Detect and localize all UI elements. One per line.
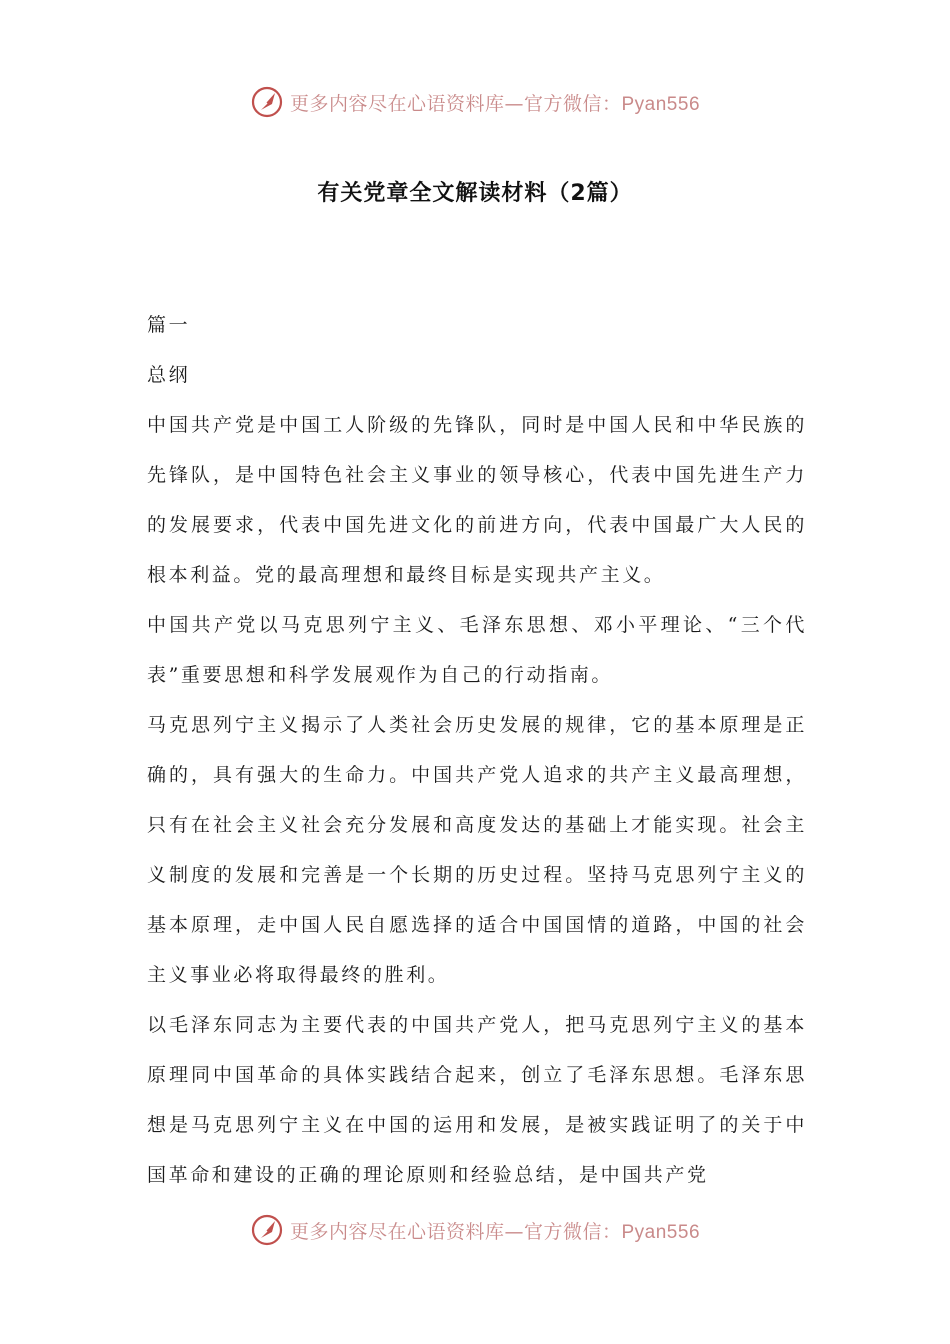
body-paragraph: 中国共产党是中国工人阶级的先锋队，同时是中国人民和中华民族的先锋队，是中国特色社会主义事业的领导核心，代表中国先进生产力的发展要求，代表中国先进文化的前进方向，代表中国最广大人民的根本利益。党的最高理想和最终目标是实现共产主义。 <box>147 414 807 586</box>
section-heading: 篇一 <box>147 314 191 336</box>
banner-wechat-id: Pyan556 <box>621 1221 701 1243</box>
quill-logo-icon <box>250 1213 284 1247</box>
body-paragraph: 以毛泽东同志为主要代表的中国共产党人，把马克思列宁主义的基本原理同中国革命的具体实践结合起来，创立了毛泽东思想。毛泽东思想是马克思列宁主义在中国的运用和发展，是被实践证明了的关于中国革命和建设的正确的理论原则和经验总结，是中国共产党 <box>147 1014 807 1186</box>
header-watermark-banner <box>0 80 950 124</box>
quill-logo-icon <box>250 85 284 119</box>
banner-text <box>290 89 700 116</box>
body-paragraph: 中国共产党以马克思列宁主义、毛泽东思想、邓小平理论、“三个代表”重要思想和科学发展观作为自己的行动指南。 <box>147 614 807 686</box>
footer-watermark-banner <box>0 1208 950 1252</box>
document-title: 有关党章全文解读材料（2篇） <box>317 181 633 206</box>
banner-wechat-id: Pyan556 <box>621 93 701 115</box>
banner-main-text: 更多内容尽在心语资料库—官方微信： <box>289 1220 622 1243</box>
body-paragraph: 马克思列宁主义揭示了人类社会历史发展的规律，它的基本原理是正确的，具有强大的生命力。中国共产党人追求的共产主义最高理想，只有在社会主义社会充分发展和高度发达的基础上才能实现。社会主义制度的发展和完善是一个长期的历史过程。坚持马克思列宁主义的基本原理，走中国人民自愿选择的适合中国国情的道路，中国的社会主义事业必将取得最终的胜利。 <box>147 714 807 986</box>
subsection-heading: 总纲 <box>147 364 191 386</box>
banner-main-text: 更多内容尽在心语资料库—官方微信： <box>289 92 622 115</box>
document-body <box>147 300 807 1200</box>
banner-text <box>290 1217 700 1244</box>
